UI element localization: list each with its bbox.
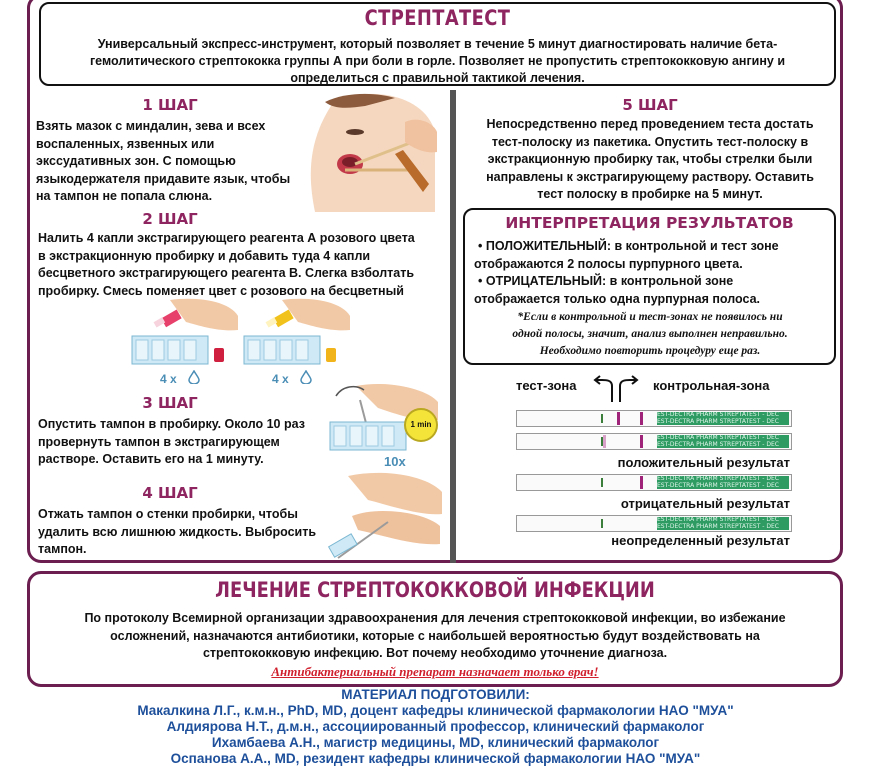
zone-arrows-icon — [592, 374, 642, 406]
step3-text: Опустить тампон в пробирку. Около 10 раз провернуть тампон в экстрагирующем растворе. Оставить его на 1 минуту. — [38, 417, 305, 466]
credits — [0, 687, 871, 767]
test-strip-positive-2: EST-DECTRA PHARM STREPTATEST - DEC EST-DECTRA PHARM STREPTATEST - DEC — [516, 433, 792, 450]
step4-text: Отжать тампон о стенки пробирки, чтобы удалить всю лишнюю жидкость. Выбросить тампон. — [38, 507, 317, 556]
drop-icon — [188, 370, 200, 384]
test-strip-undefined: EST-DECTRA PHARM STREPTATEST - DEC EST-DECTRA PHARM STREPTATEST - DEC — [516, 515, 792, 532]
step5-text: Непосредственно перед проведением теста достать тест-полоску из пакетика. Опустить тест-полоску в экстракционную пробирку так, чтобы стрелки были направлены к экстрагирующему раствору. Оставить тест полоску в пробирке на 5 минут. — [486, 117, 814, 201]
throat-swab-illustration — [305, 92, 445, 212]
credit-author: Алдиярова Н.Т., д.м.н., ассоциированный профессор, клинический фармаколог — [166, 719, 705, 734]
invalid-result-note: *Если в контрольной и тест-зонах не появилось ни одной полосы, значит, анализ выполнен неправильно. Необходимо повторить процедуру еще раз. — [512, 311, 788, 357]
credit-author: Ихамбаева А.Н., магистр медицины, MD, клинический фармаколог — [211, 735, 660, 750]
rotation-count: 10x — [384, 454, 406, 469]
step2-text: Налить 4 капли экстрагирующего реагента А розового цвета в экстракционную пробирку и добавить туда 4 капли бесцветного экстрагирующего реагента В. Слегка взболтать пробирку. Смесь поменяет цвет с розового на бесцветный — [38, 231, 415, 298]
treatment-text: По протоколу Всемирной организации здравоохранения для лечения стрептококковой инфекции, во избежание осложнений, назначаются антибиотики, которые с наибольшей вероятностью будут воздействовать на стрептококковую инфекцию. Вот почему необходимо уточнение диагноза. — [84, 611, 786, 660]
test-strip-positive-1: EST-DECTRA PHARM STREPTATEST - DEC EST-DECTRA PHARM STREPTATEST - DEC — [516, 410, 792, 427]
test-strip-negative: EST-DECTRA PHARM STREPTATEST - DEC EST-DECTRA PHARM STREPTATEST - DEC — [516, 474, 792, 491]
negative-result-label: отрицательный результат — [620, 496, 790, 511]
test-zone-label: тест-зона — [516, 378, 577, 393]
positive-result-label: положительный результат — [617, 455, 790, 470]
step1-title: 1 ШАГ — [142, 96, 198, 114]
step1-text: Взять мазок с миндалин, зева и всех воспаленных, язвенных или экссудативных зон. С помощью языкодержателя придавите язык, чтобы на тампон не попала слюна. — [36, 119, 291, 203]
step4-title: 4 ШАГ — [142, 484, 198, 502]
credits-heading: МАТЕРИАЛ ПОДГОТОВИЛИ: — [341, 687, 530, 702]
timer-icon: 1 min — [404, 408, 438, 442]
treatment-title: ЛЕЧЕНИЕ СТРЕПТОКОККОВОЙ ИНФЕКЦИИ — [215, 578, 655, 602]
reagent-b-illustration — [242, 296, 352, 386]
squeeze-swab-illustration — [328, 466, 446, 562]
drops-count-a: 4 x — [160, 372, 177, 386]
drops-count-b: 4 x — [272, 372, 289, 386]
negative-result-text: • ОТРИЦАТЕЛЬНЫЙ: в контрольной зоне отображается только одна пурпурная полоса. — [474, 274, 761, 306]
credit-author: Макалкина Л.Г., к.м.н., PhD, MD, доцент кафедры клинической фармакологии НАО "МУА" — [137, 703, 734, 718]
intro-text: Универсальный экспресс-инструмент, который позволяет в течение 5 минут диагностировать наличие бета- гемолитического стрептококка группы А при боли в горле. Позволяет не пропустить стрептококковую ангину и определиться с правильной тактикой лечения. — [89, 37, 786, 85]
credit-author: Оспанова А.А., MD, резидент кафедры клинической фармакологии НАО "МУА" — [170, 751, 701, 766]
drop-icon — [300, 370, 312, 384]
step2-title: 2 ШАГ — [142, 210, 198, 228]
step5-title: 5 ШАГ — [622, 96, 678, 114]
interpretation-title: ИНТЕРПРЕТАЦИЯ РЕЗУЛЬТАТОВ — [505, 214, 794, 232]
undefined-result-label: неопределенный результат — [611, 533, 790, 548]
column-divider — [450, 90, 456, 563]
treatment-warning: Антибактериальный препарат назначает только врач! — [271, 664, 599, 679]
positive-result-text: • ПОЛОЖИТЕЛЬНЫЙ: в контрольной и тест зоне отображаются 2 полосы пурпурного цвета. — [474, 239, 779, 271]
step3-title: 3 ШАГ — [142, 394, 198, 412]
reagent-a-illustration — [130, 296, 240, 386]
page-title: СТРЕПТАТЕСТ — [364, 6, 511, 30]
control-zone-label: контрольная-зона — [653, 378, 770, 393]
